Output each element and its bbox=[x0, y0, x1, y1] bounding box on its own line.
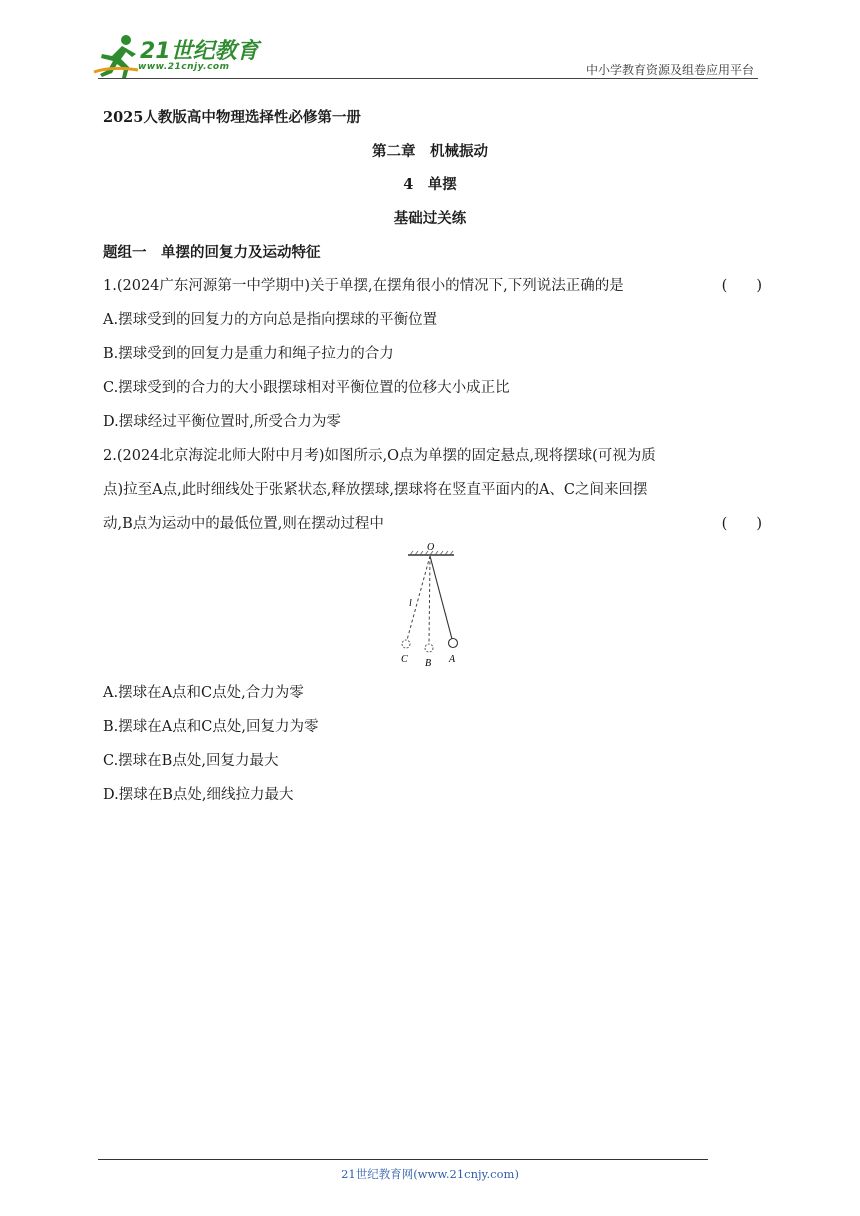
label-a: A bbox=[449, 654, 456, 665]
document-title: 2025人教版高中物理选择性必修第一册 bbox=[103, 109, 361, 126]
pendulum-figure bbox=[400, 540, 470, 670]
question-group-title: 题组一 单摆的回复力及运动特征 bbox=[103, 245, 321, 261]
site-logo bbox=[92, 32, 262, 80]
q1-option-b: B.摆球受到的回复力是重力和绳子拉力的合力 bbox=[103, 346, 394, 362]
q2-stem-line3: 动,B点为运动中的最低位置,则在摆动过程中 bbox=[103, 516, 384, 532]
label-c: C bbox=[401, 654, 408, 665]
string-a bbox=[430, 556, 452, 639]
string-b bbox=[429, 556, 430, 644]
q2-stem-line2: 点)拉至A点,此时细线处于张紧状态,释放摆球,摆球将在竖直平面内的A、C之间来回摆 bbox=[103, 482, 648, 498]
q2-answer-bracket: ( ) bbox=[721, 516, 762, 532]
q2-option-c: C.摆球在B点处,回复力最大 bbox=[103, 753, 279, 769]
runner-logo-icon bbox=[92, 32, 140, 80]
q1-option-c: C.摆球受到的合力的大小跟摆球相对平衡位置的位移大小成正比 bbox=[103, 380, 510, 396]
logo-url: www.21cnjy.com bbox=[138, 62, 230, 72]
q2-option-b: B.摆球在A点和C点处,回复力为零 bbox=[103, 719, 319, 735]
chapter-title: 第二章 机械振动 bbox=[372, 143, 488, 160]
bob-a bbox=[449, 639, 458, 648]
q2-option-a: A.摆球在A点和C点处,合力为零 bbox=[103, 685, 304, 701]
q1-option-d: D.摆球经过平衡位置时,所受合力为零 bbox=[103, 414, 341, 430]
q1-answer-bracket: ( ) bbox=[721, 278, 762, 294]
footer-divider bbox=[98, 1159, 708, 1160]
section-title: 4 单摆 bbox=[403, 176, 457, 193]
page-header bbox=[0, 0, 860, 90]
practice-title: 基础过关练 bbox=[393, 210, 467, 227]
bob-b bbox=[425, 644, 433, 652]
q1-option-a: A.摆球受到的回复力的方向总是指向摆球的平衡位置 bbox=[103, 312, 438, 328]
q1-stem: 1.(2024广东河源第一中学期中)关于单摆,在摆角很小的情况下,下列说法正确的是 bbox=[103, 278, 624, 294]
footer-link[interactable]: 21世纪教育网(www.21cnjy.com) bbox=[341, 1167, 519, 1181]
bob-c bbox=[402, 640, 410, 648]
label-b: B bbox=[425, 658, 432, 669]
q2-option-d: D.摆球在B点处,细线拉力最大 bbox=[103, 787, 294, 803]
q2-stem-line1: 2.(2024北京海淀北师大附中月考)如图所示,O点为单摆的固定悬点,现将摆球(可视为质 bbox=[103, 448, 656, 464]
header-platform-text: 中小学教育资源及组卷应用平台 bbox=[585, 63, 754, 77]
label-o: O bbox=[427, 542, 435, 553]
label-l: l bbox=[409, 598, 412, 609]
header-divider bbox=[98, 78, 758, 79]
logo-text: 21世纪教育 bbox=[140, 39, 259, 64]
